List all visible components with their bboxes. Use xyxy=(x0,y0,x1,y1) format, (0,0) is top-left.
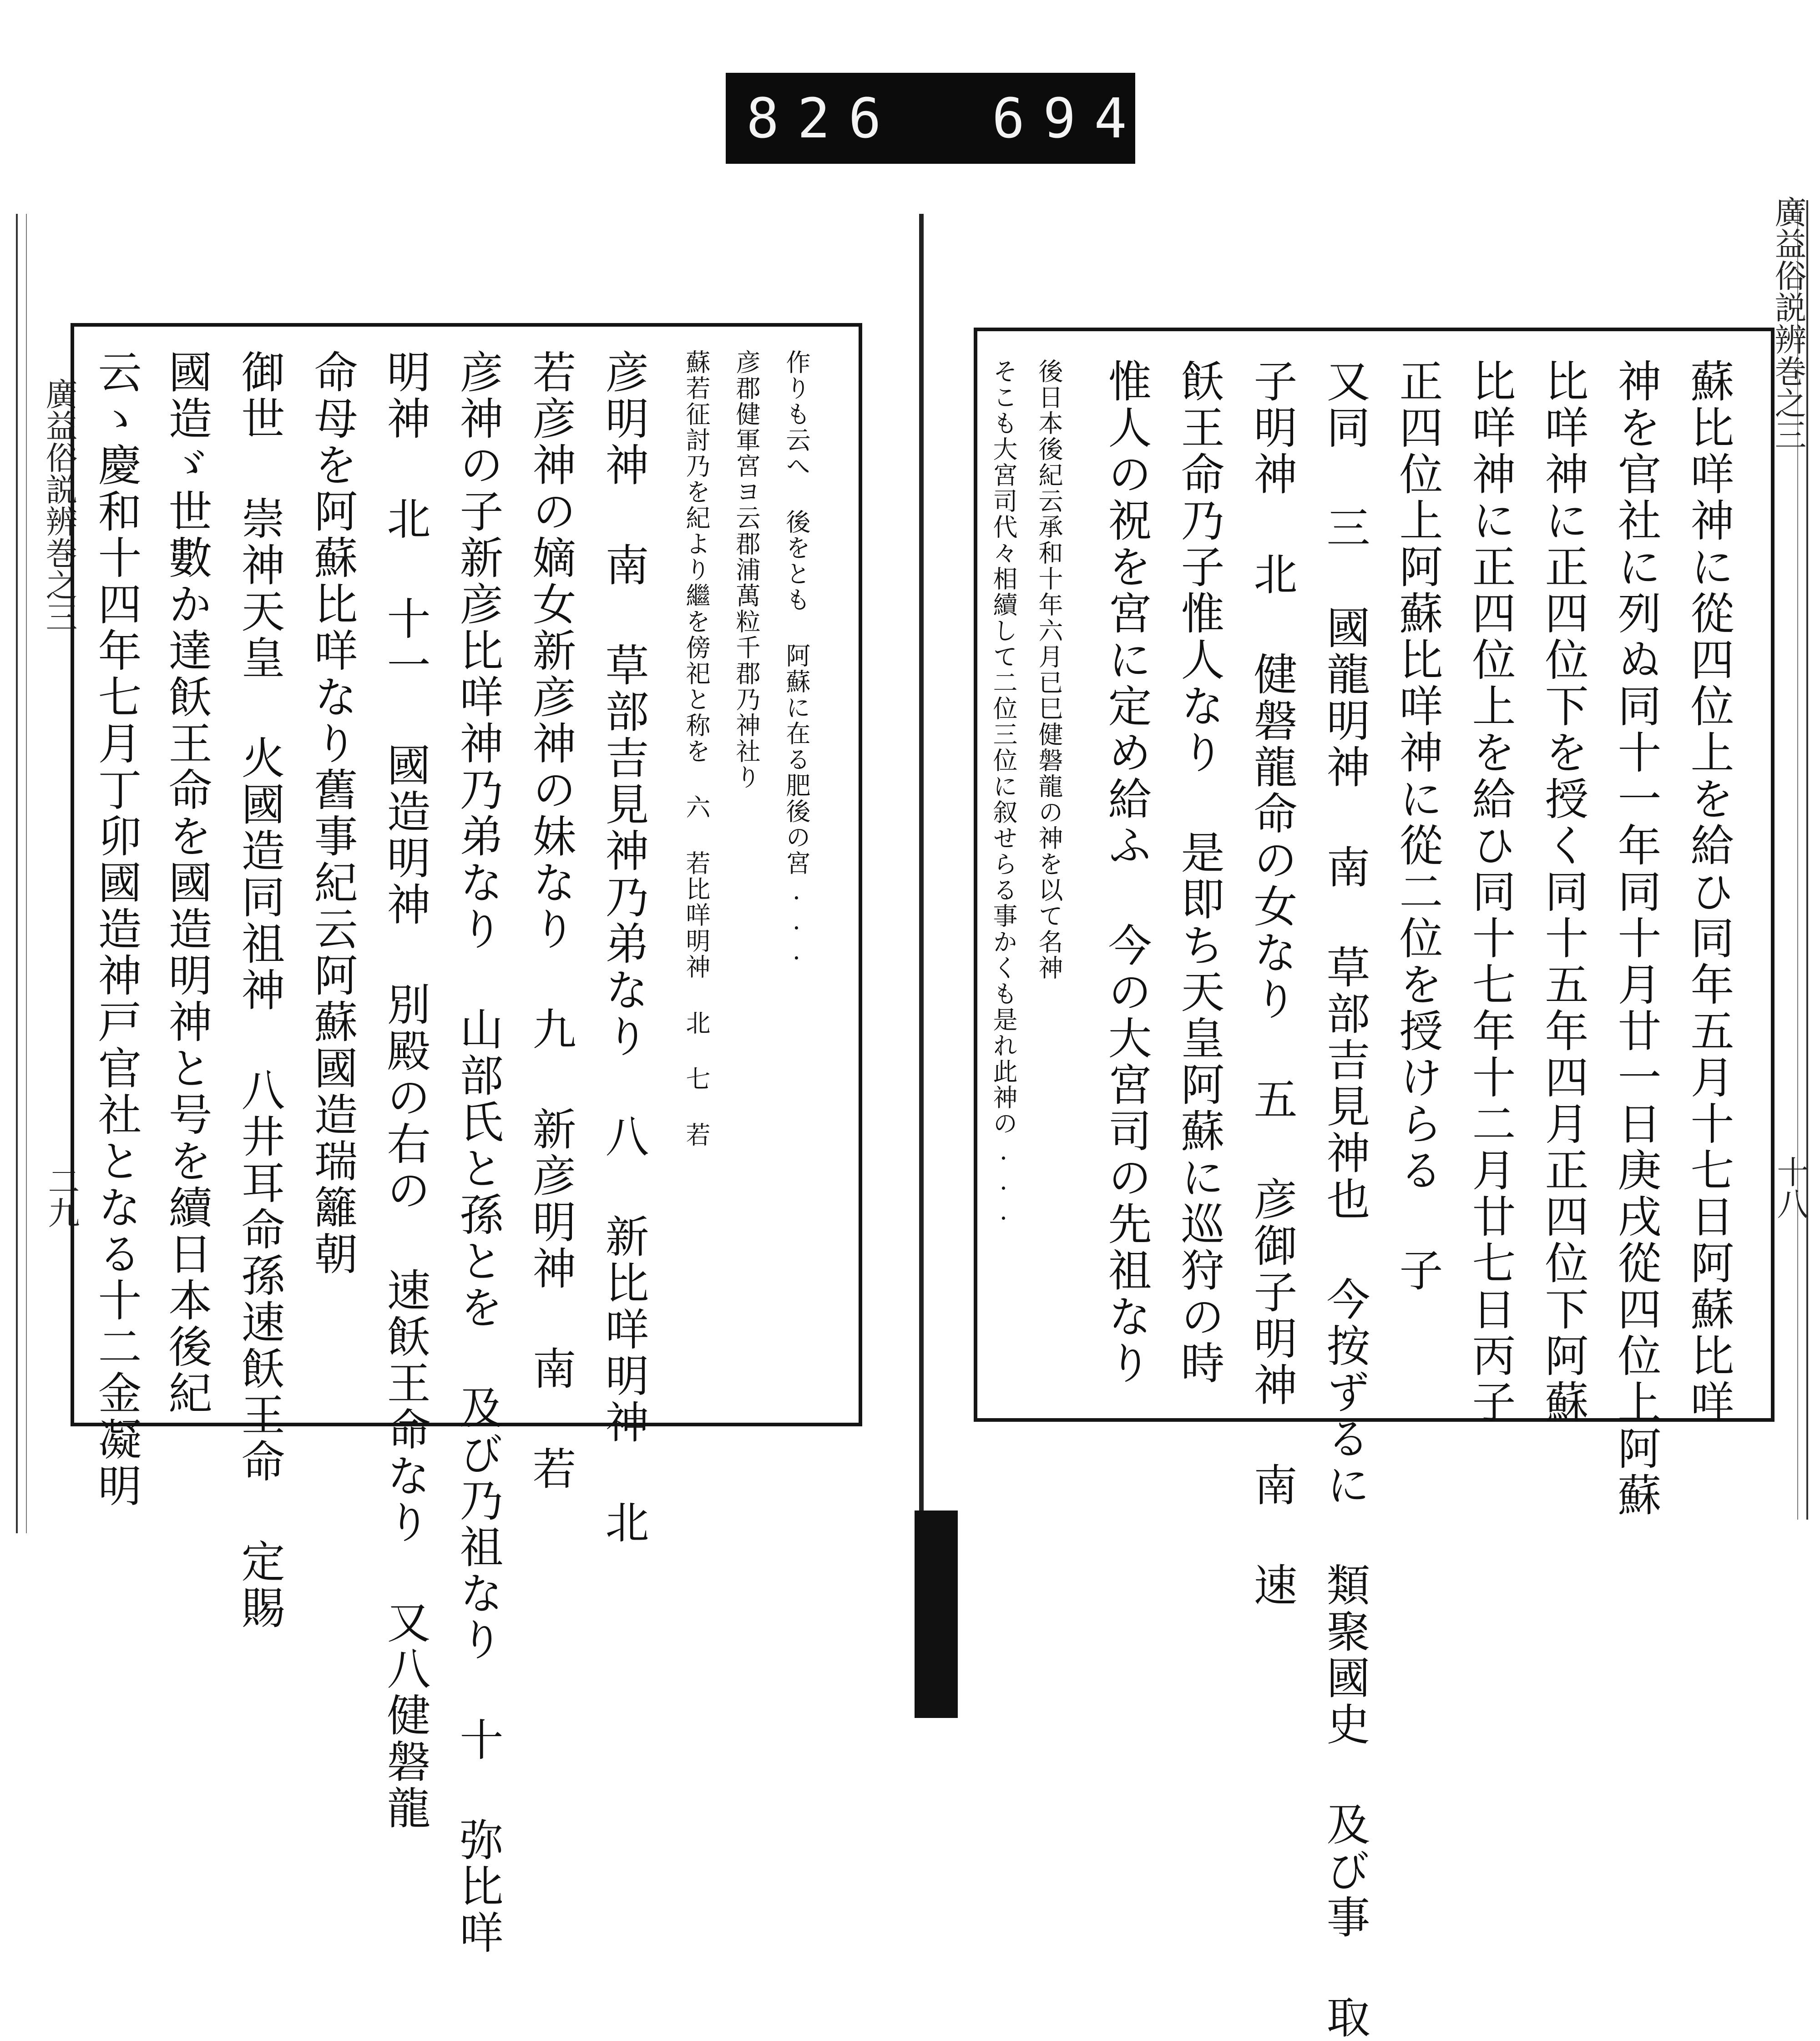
text-column-annotation: 蘇若征討乃を紀より繼を傍祀と称を 六 若比咩明神 北 七 若 xyxy=(682,349,711,1148)
left-page-edge xyxy=(16,214,27,1533)
right-page-folio: 十八 xyxy=(1772,1156,1809,1219)
text-column: 國造ゞ世數か達飫王命を國造明神と号を續日本後紀 xyxy=(162,349,212,1417)
text-column: 御世 崇神天皇 火國造同祖神 八井耳命孫速飫王命 定賜 xyxy=(234,349,285,1632)
text-column: 子明神 北 健磐龍命の女なり 五 彦御子明神 南 速 xyxy=(1247,359,1298,1609)
text-column: 命母を阿蘇比咩なり舊事紀云阿蘇國造瑞籬朝 xyxy=(307,349,358,1278)
left-page-margin-title: 廣益俗説辨巻之三 xyxy=(40,378,78,632)
frame-number-right: 694 xyxy=(992,87,1145,151)
text-column: 彦神の子新彦比咩神乃弟なり 山部氏と孫とを 及び乃祖なり 十 弥比咩 xyxy=(453,349,504,1956)
text-column: 蘇比咩神に從四位上を給ひ同年五月十七日阿蘇比咩 xyxy=(1684,359,1734,1426)
text-column-annotation: 後日本後紀云承和十年六月已巳健磐龍の神を以て名神 xyxy=(1035,359,1063,981)
right-page-margin-title: 廣益俗説辨巻之三 xyxy=(1769,196,1807,450)
frame-number-left: 826 xyxy=(746,87,900,151)
left-page-frame xyxy=(71,323,862,1956)
text-column: 比咩神に正四位下を授く同十五年四月正四位下阿蘇 xyxy=(1538,359,1589,1426)
text-column: 若彦神の嫡女新彦神の妹なり 九 新彦明神 南 若 xyxy=(526,349,576,1492)
gutter-tab xyxy=(915,1511,958,1718)
book-gutter xyxy=(919,214,924,1561)
left-page-folio: 二九 xyxy=(43,1165,80,1228)
text-column: 神を官社に列ぬ同十一年同十月廿一日庚戌從四位上阿蘇 xyxy=(1611,359,1662,1519)
text-column-annotation: 彦郡健軍宮ヨ云郡浦萬粒千郡乃神社り xyxy=(732,349,761,790)
text-column: 比咩神に正四位上を給ひ同十七年十二月廿七日丙子 xyxy=(1465,359,1516,1426)
text-column: 飫王命乃子惟人なり 是即ち天皇阿蘇に巡狩の時 xyxy=(1174,359,1225,1387)
text-column: 惟人の祝を宮に定め給ふ 今の大宮司の先祖なり xyxy=(1101,359,1152,1387)
text-column: 又同 三 國龍明神 南 草部吉見神也 今按ずるに 類聚國史 及び事 取 xyxy=(1320,359,1370,2041)
text-column: 云ゝ慶和十四年七月丁卯國造神戸官社となる十二金凝明 xyxy=(91,349,142,1510)
text-column-annotation: 作りも云へ 後をとも 阿蘇に在る肥後の宮... xyxy=(782,349,811,966)
text-column: 明神 北 十一 國造明神 別殿の右の 速飫王命なり 又八健磐龍 xyxy=(380,349,431,1832)
text-column: 彦明神 南 草部吉見神乃弟なり 八 新比咩明神 北 xyxy=(598,349,649,1546)
frame-number-label xyxy=(726,73,1145,164)
text-column-annotation: そこも大宮司代々相續して二位三位に叙せらる事かくも是れ此神の... xyxy=(989,359,1018,1227)
right-page-frame xyxy=(974,328,1774,2041)
text-column: 正四位上阿蘇比咩神に從二位を授けらる 子 xyxy=(1392,359,1443,1294)
